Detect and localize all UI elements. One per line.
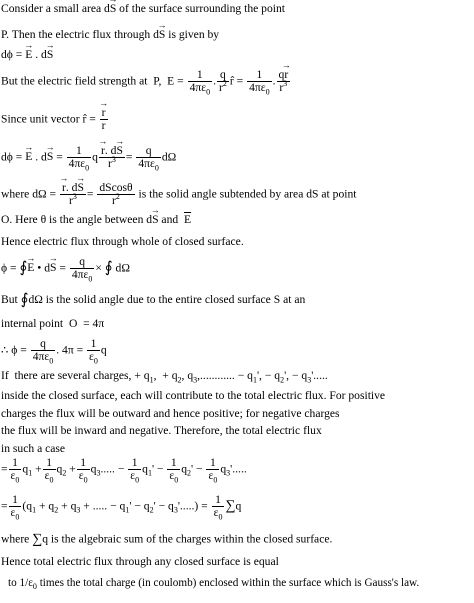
text-line-18: in such a case — [1, 442, 66, 455]
equation-solid-angle: where dΩ = → $\frac{r. d\to S}{r^3}$ = $\frac{dScos\theta}{r^2}$ is the solid angle subtended by area dS at point — [1, 182, 356, 207]
text-line-1: Consider a small area d→ S of the surface surrounding the point — [1, 3, 285, 15]
equation-phi-result: ∴ ϕ = $\frac{q}{4\pi\varepsilon_0}$ . 4π = $\frac{1}{\varepsilon_0}$ q — [1, 337, 107, 366]
text-line-17: the flux will be inward and negative. Therefore, the total electric flux — [1, 424, 322, 437]
text-line-15: inside the closed surface, each will contribute to the total electric flux. For positive — [1, 389, 386, 402]
equation-flux-sum: = $\frac{1}{\varepsilon_0}$ $q_1$ + $\frac{1}{\varepsilon_0}$ $q_2$ + $\frac{1}{\varepsilon_0}$ $q_3$..... − $\frac{1}{\varepsilon_0}$ $q_1'$ − $\frac{1}{\varepsilon_0}$ $q_2'$ − $\frac{1}{\varepsilon_0}$ $q_3'$..... — [1, 456, 247, 485]
text-line-2: P. Then the electric flux through d→ S is given by — [1, 29, 219, 41]
text-line-21: where ∑q is the algebraic sum of the charges within the closed surface. — [1, 532, 333, 547]
text-line-14: If there are several charges, + $q_1$, + $q_2$, $q_3$,............ − $q_1'$, − $q_2'$, − $q_3'$..... — [1, 369, 328, 385]
text-line-22: Hence total electric flux through any closed surface is equal — [1, 555, 279, 568]
equation-field-strength: But the electric field strength at P, E = $\frac{1}{4\pi\varepsilon_0}$ . $\frac{q}{r^2}$ r̂ = $\frac{1}{4\pi\varepsilon_0}$ . $\frac{q\to r}{r^3}$ — [1, 69, 291, 94]
text-line-23: to $1/\varepsilon_0$ times the total charge (in coulomb) enclosed within the surface which is Gauss's law. — [8, 577, 420, 592]
text-line-16: charges the flux will be outward and hence positive; for negative charges — [1, 407, 340, 420]
equation-unit-vector: Since unit vector r̂ = → $\frac{r}{r}$ — [1, 107, 109, 132]
equation-dphi-expanded: dϕ = → E . d→ S = $\frac{1}{4\pi\varepsilon_0}$ q → $\frac{r. d\to S}{r^3}$ = $\frac{q}{4\pi\varepsilon_0}$ dΩ — [1, 145, 176, 170]
text-line-12: internal point O = 4π — [1, 317, 105, 330]
equation-total-flux: ϕ = ∮→ E • d→ S = $\frac{q}{4\pi\varepsilon_0}$ × ∮ dΩ — [1, 256, 130, 281]
text-line-8: O. Here θ is the angle between d→ S and $\overline{E}$ — [1, 214, 191, 226]
text-line-11: But ∮dΩ is the solid angle due to the entire closed surface S at an — [1, 292, 306, 308]
equation-dphi: dϕ = → E . d→ S — [1, 49, 53, 61]
equation-flux-factored: = $\frac{1}{\varepsilon_0}$ ($q_1 + q_2 + q_3$ + ..... − $q_1' - q_2' - q_3'$.....) = $\frac{1}{\varepsilon_0}$ ∑q — [1, 493, 242, 522]
text-line-9: Hence electric flux through whole of closed surface. — [1, 235, 244, 248]
